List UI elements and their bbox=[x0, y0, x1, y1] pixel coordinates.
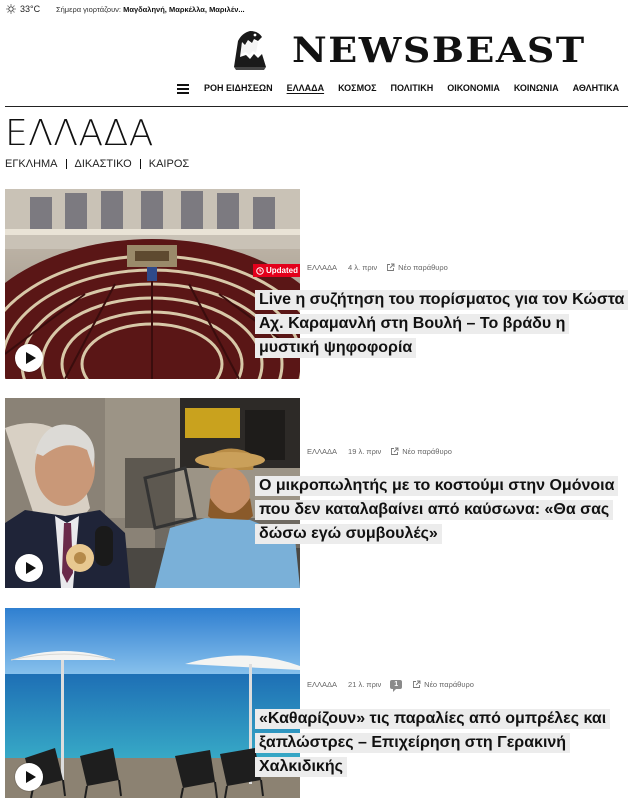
page-title: ΕΛΛΑΔΑ bbox=[5, 113, 154, 154]
external-link-icon bbox=[412, 680, 421, 689]
separator bbox=[66, 159, 67, 169]
nav-item-kosmos[interactable]: ΚΟΣΜΟΣ bbox=[338, 83, 377, 93]
article-title[interactable]: Live η συζήτηση του πορίσματος για τον Κώστα Αχ. Καραμανλή στη Βουλή – Το βράδυ η μυστική ψηφοφορία bbox=[255, 290, 628, 358]
sun-icon bbox=[6, 4, 16, 14]
separator bbox=[140, 159, 141, 169]
article-title[interactable]: Ο μικροπωλητής με το κοστούμι στην Ομόνοια που δεν καταλαβαίνει από καύσωνα: «Θα σας δώσω εγώ συμβουλές» bbox=[255, 476, 618, 544]
open-new-window-label: Νέο παράθυρο bbox=[398, 263, 448, 272]
site-logo[interactable] bbox=[228, 26, 586, 72]
subcategory-egklima[interactable]: ΕΓΚΛΗΜΑ bbox=[5, 158, 58, 170]
article-card[interactable] bbox=[5, 398, 628, 588]
nav-item-politiki[interactable]: ΠΟΛΙΤΙΚΗ bbox=[390, 83, 434, 93]
external-link-icon bbox=[390, 447, 399, 456]
weather-widget[interactable] bbox=[6, 4, 40, 14]
article-meta bbox=[307, 263, 448, 272]
clock-icon bbox=[256, 267, 264, 275]
article-category[interactable]: ΕΛΛΑΔΑ bbox=[307, 263, 338, 272]
open-new-window-label: Νέο παράθυρο bbox=[424, 680, 474, 689]
main-nav bbox=[0, 80, 633, 100]
article-card[interactable] bbox=[5, 189, 628, 379]
top-strip bbox=[0, 0, 633, 20]
header-divider bbox=[5, 106, 628, 107]
article-time: 4 λ. πριν bbox=[348, 263, 378, 272]
subcategory-kairos[interactable]: ΚΑΙΡΟΣ bbox=[148, 158, 190, 170]
play-video-button[interactable] bbox=[15, 344, 43, 372]
updated-badge bbox=[253, 264, 300, 277]
temperature: 33°C bbox=[20, 4, 41, 14]
article-time: 19 λ. πριν bbox=[348, 447, 382, 456]
updated-badge-label: Updated bbox=[266, 266, 298, 275]
subcategory-dikastiko[interactable]: ΔΙΚΑΣΤΙΚΟ bbox=[74, 158, 132, 170]
nameday-text bbox=[56, 5, 245, 14]
play-video-button[interactable] bbox=[15, 763, 43, 791]
external-link-icon bbox=[386, 263, 395, 272]
article-card[interactable] bbox=[5, 608, 628, 798]
open-new-window-label: Νέο παράθυρο bbox=[402, 447, 452, 456]
nav-item-koinonia[interactable]: ΚΟΙΝΩΝΙΑ bbox=[513, 83, 559, 93]
article-meta bbox=[307, 447, 452, 456]
nameday-label: Σήμερα γιορτάζουν: bbox=[56, 5, 122, 14]
shark-logo-icon bbox=[228, 27, 272, 71]
nav-item-athlitika[interactable]: ΑΘΛΗΤΙΚΑ bbox=[572, 83, 620, 93]
nav-item-oikonomia[interactable]: ΟΙΚΟΝΟΜΙΑ bbox=[447, 83, 500, 93]
nav-list bbox=[204, 83, 619, 93]
nav-item-roi-eidiseon[interactable]: ΡΟΗ ΕΙΔΗΣΕΩΝ bbox=[204, 83, 273, 93]
nameday-names[interactable]: Μαγδαληνή, Μαρκέλλα, Μαριλέν... bbox=[123, 5, 245, 14]
article-category[interactable]: ΕΛΛΑΔΑ bbox=[307, 680, 338, 689]
open-new-window[interactable] bbox=[412, 680, 474, 689]
article-headline[interactable] bbox=[255, 288, 625, 360]
article-title[interactable]: «Καθαρίζουν» τις παραλίες από ομπρέλες και ξαπλώστρες – Επιχείρηση στη Γερακινή Χαλκιδικής bbox=[255, 709, 610, 777]
open-new-window[interactable] bbox=[386, 263, 448, 272]
hamburger-menu-icon[interactable] bbox=[177, 84, 189, 94]
subcategory-nav bbox=[5, 158, 189, 170]
article-category[interactable]: ΕΛΛΑΔΑ bbox=[307, 447, 338, 456]
comment-count-badge[interactable]: 1 bbox=[390, 680, 402, 689]
nav-item-ellada[interactable]: ΕΛΛΑΔΑ bbox=[286, 83, 325, 93]
article-meta bbox=[307, 680, 474, 689]
play-video-button[interactable] bbox=[15, 554, 43, 582]
article-headline[interactable] bbox=[255, 474, 625, 546]
article-time: 21 λ. πριν bbox=[348, 680, 382, 689]
open-new-window[interactable] bbox=[390, 447, 452, 456]
site-wordmark: NEWSBEAST bbox=[292, 28, 586, 70]
article-headline[interactable] bbox=[255, 707, 625, 779]
